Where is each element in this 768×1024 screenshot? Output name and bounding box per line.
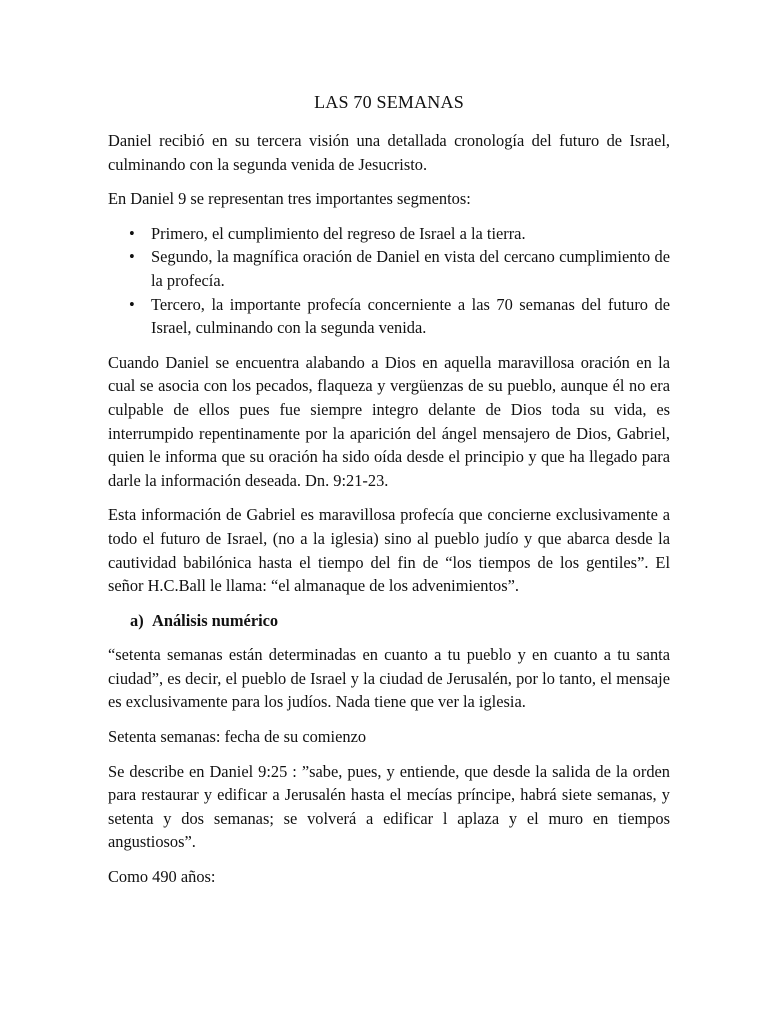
list-item: • Primero, el cumplimiento del regreso de Israel a la tierra. <box>151 222 670 246</box>
daniel-925-paragraph: Se describe en Daniel 9:25 : ”sabe, pues, y entiende, que desde la salida de la orden para restaurar y edificar a Jerusalén hasta el mecías príncipe, habrá siete semanas, y setenta y dos semanas; se volverá a edificar l aplaza y el muro en tiempos angustiosos”. <box>108 761 670 852</box>
list-item: • Tercero, la importante profecía concerniente a las 70 semanas del futuro de Israel, culminando con la segunda venida. <box>151 293 670 340</box>
intro-paragraph: Daniel recibió en su tercera visión una detallada cronología del futuro de Israel, culminando con la segunda venida de Jesucristo. <box>108 131 670 174</box>
segments-lead-paragraph: En Daniel 9 se representan tres importantes segmentos: <box>108 189 471 209</box>
section-a-marker: a) <box>130 610 144 630</box>
segments-list <box>108 222 670 340</box>
section-a-heading <box>108 609 670 633</box>
section-a-label: Análisis numérico <box>152 610 279 630</box>
gabriel-paragraph: Cuando Daniel se encuentra alabando a Dios en aquella maravillosa oración en la cual se asocia con los pecados, flaqueza y vergüenzas de su pueblo, aunque él no era culpable de ellos pues fue siempre integro delante de Dios toda su vida, es interrumpido repentinamente por la aparición del ángel mensajero de Dios, Gabriel, quien le informa que su oración ha sido oída desde el principio y que ha llegado para darle la información deseada. Dn. 9:21-23. <box>108 352 670 490</box>
years-paragraph: Como 490 años: <box>108 867 216 887</box>
quote-paragraph: “setenta semanas están determinadas en cuanto a tu pueblo y en cuanto a tu santa ciudad”, es decir, el pueblo de Israel y la ciudad de Jerusalén, por lo tanto, el mensaje es exclusivamente para los judíos. Nada tiene que ver la iglesia. <box>108 645 670 712</box>
list-item: • Segundo, la magnífica oración de Daniel en vista del cercano cumplimiento de la profecía. <box>151 245 670 292</box>
page-title: LAS 70 SEMANAS <box>314 92 464 112</box>
prophecy-paragraph: Esta información de Gabriel es maravillosa profecía que concierne exclusivamente a todo el futuro de Israel, (no a la iglesia) sino al pueblo judío y que abarca desde la cautividad babilónica hasta el tiempo del fin de “los tiempos de los gentiles”. El señor H.C.Ball le llama: “el almanaque de los advenimientos”. <box>108 505 670 596</box>
start-date-paragraph: Setenta semanas: fecha de su comienzo <box>108 727 367 747</box>
